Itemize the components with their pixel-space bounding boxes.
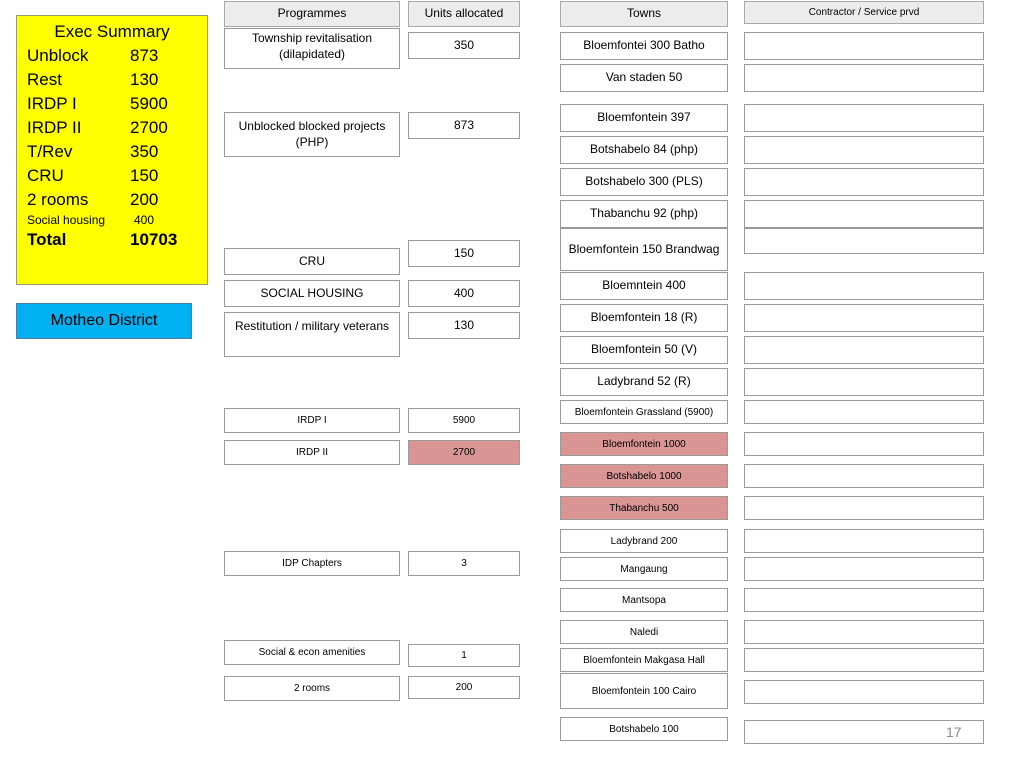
contractor-cell — [744, 464, 984, 488]
town-cell: Bloemfontein 18 (R) — [560, 304, 728, 332]
town-cell: Bloemfontein 50 (V) — [560, 336, 728, 364]
summary-value: 200 — [130, 190, 159, 209]
contractor-cell — [744, 168, 984, 196]
summary-value: 150 — [130, 166, 159, 185]
contractor-cell — [744, 648, 984, 672]
programme-cell: SOCIAL HOUSING — [224, 280, 400, 307]
units-cell: 873 — [408, 112, 520, 139]
summary-total-row — [27, 228, 197, 252]
contractor-cell — [744, 588, 984, 612]
contractor-cell — [744, 557, 984, 581]
summary-row — [27, 164, 197, 188]
contractor-cell — [744, 432, 984, 456]
page-number: 17 — [946, 724, 962, 740]
programme-cell: IDP Chapters — [224, 551, 400, 576]
summary-label: IRDP II — [27, 118, 82, 137]
units-cell-highlighted: 2700 — [408, 440, 520, 465]
summary-label: Rest — [27, 70, 62, 89]
contractor-cell — [744, 336, 984, 364]
units-cell: 130 — [408, 312, 520, 339]
summary-label: Unblock — [27, 46, 89, 65]
town-cell: Thabanchu 92 (php) — [560, 200, 728, 228]
town-cell: Mangaung — [560, 557, 728, 581]
units-cell: 400 — [408, 280, 520, 307]
summary-value: 130 — [130, 70, 159, 89]
summary-value: 873 — [130, 46, 159, 65]
town-cell: Bloemfontein 397 — [560, 104, 728, 132]
summary-value: 5900 — [130, 94, 168, 113]
programme-cell: CRU — [224, 248, 400, 275]
header-programmes: Programmes — [224, 1, 400, 27]
town-cell: Naledi — [560, 620, 728, 644]
contractor-cell — [744, 680, 984, 704]
units-cell: 200 — [408, 676, 520, 699]
town-cell: Botshabelo 300 (PLS) — [560, 168, 728, 196]
town-cell: Ladybrand 200 — [560, 529, 728, 553]
summary-label: IRDP I — [27, 94, 77, 113]
summary-row — [27, 116, 197, 140]
contractor-cell — [744, 200, 984, 228]
contractor-cell — [744, 620, 984, 644]
contractor-cell — [744, 368, 984, 396]
exec-summary-box — [16, 15, 208, 285]
header-towns: Towns — [560, 1, 728, 27]
programme-cell: Township revitalisation (dilapidated) — [224, 28, 400, 69]
header-units-allocated: Units allocated — [408, 1, 520, 27]
summary-label: Social housing — [27, 213, 106, 227]
programme-cell: IRDP II — [224, 440, 400, 465]
town-cell: Bloemfontein Grassland (5900) — [560, 400, 728, 424]
summary-total-value: 10703 — [130, 230, 178, 249]
contractor-cell — [744, 272, 984, 300]
units-cell: 350 — [408, 32, 520, 59]
programme-cell: Restitution / military veterans — [224, 312, 400, 357]
town-cell: Mantsopa — [560, 588, 728, 612]
units-cell: 3 — [408, 551, 520, 576]
summary-value: 350 — [130, 142, 159, 161]
town-cell-highlighted: Thabanchu 500 — [560, 496, 728, 520]
summary-label: 2 rooms — [27, 190, 89, 209]
town-cell: Bloemfontein Makgasa Hall — [560, 648, 728, 672]
town-cell: Bloemfontein 100 Cairo — [560, 673, 728, 709]
summary-value: 2700 — [130, 118, 168, 137]
contractor-cell — [744, 104, 984, 132]
contractor-cell — [744, 400, 984, 424]
town-cell: Bloemntein 400 — [560, 272, 728, 300]
summary-row — [27, 92, 197, 116]
exec-summary-title: Exec Summary — [54, 22, 170, 41]
town-cell-highlighted: Bloemfontein 1000 — [560, 432, 728, 456]
contractor-cell — [744, 529, 984, 553]
summary-row — [27, 188, 197, 212]
summary-label: T/Rev — [27, 142, 73, 161]
town-cell: Van staden 50 — [560, 64, 728, 92]
programme-cell: 2 rooms — [224, 676, 400, 701]
contractor-cell — [744, 228, 984, 254]
units-cell: 5900 — [408, 408, 520, 433]
contractor-cell — [744, 32, 984, 60]
contractor-cell — [744, 136, 984, 164]
town-cell: Botshabelo 84 (php) — [560, 136, 728, 164]
units-cell: 150 — [408, 240, 520, 267]
summary-row — [27, 68, 197, 92]
contractor-cell — [744, 496, 984, 520]
district-label: Motheo District — [16, 303, 192, 339]
town-cell: Bloemfontei 300 Batho — [560, 32, 728, 60]
town-cell: Ladybrand 52 (R) — [560, 368, 728, 396]
summary-label: CRU — [27, 166, 64, 185]
summary-total-label: Total — [27, 230, 67, 249]
summary-row — [27, 44, 197, 68]
town-cell: Bloemfontein 150 Brandwag — [560, 228, 728, 271]
programme-cell: Unblocked blocked projects (PHP) — [224, 112, 400, 157]
summary-value: 400 — [134, 213, 155, 227]
contractor-cell — [744, 304, 984, 332]
summary-row — [27, 212, 197, 228]
summary-row — [27, 140, 197, 164]
town-cell-highlighted: Botshabelo 1000 — [560, 464, 728, 488]
town-cell: Botshabelo 100 — [560, 717, 728, 741]
programme-cell: Social & econ amenities — [224, 640, 400, 665]
units-cell: 1 — [408, 644, 520, 667]
header-contractor: Contractor / Service prvd — [744, 1, 984, 24]
programme-cell: IRDP I — [224, 408, 400, 433]
contractor-cell — [744, 64, 984, 92]
